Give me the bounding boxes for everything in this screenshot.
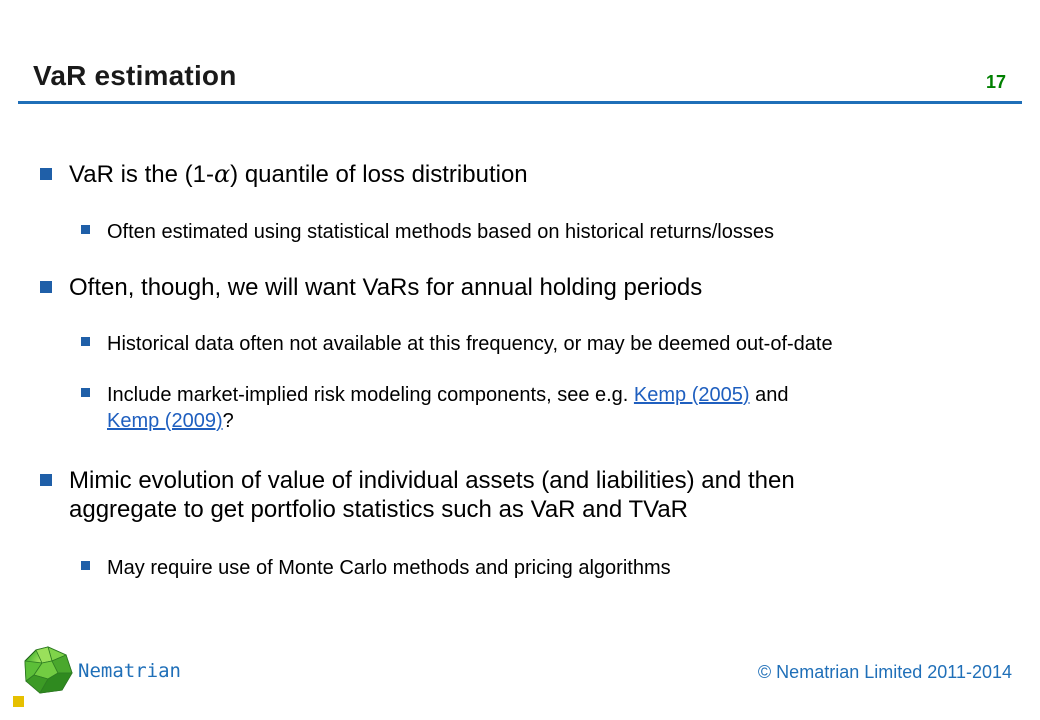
brand-name: Nematrian: [78, 660, 181, 682]
square-bullet-icon: [81, 561, 90, 570]
square-bullet-icon: [81, 337, 90, 346]
sub-bullet-statistical-methods: [81, 219, 774, 245]
sub-bullet-monte-carlo: [81, 555, 671, 581]
bullet-text: [69, 160, 528, 189]
copyright-notice: © Nematrian Limited 2011-2014: [757, 662, 1012, 682]
square-bullet-icon: [40, 281, 52, 293]
square-bullet-icon: [40, 168, 52, 180]
bullet-mimic-evolution: [40, 466, 795, 524]
sub-bullet-historical-data: [81, 331, 833, 357]
bullet-text: Often, though, we will want VaRs for annual holding periods: [69, 274, 703, 301]
bullet-text-post: ) quantile of loss distribution: [230, 161, 528, 188]
square-bullet-icon: [81, 225, 90, 234]
square-bullet-icon: [81, 388, 90, 397]
kemp-2005-link[interactable]: Kemp (2005): [633, 384, 750, 406]
alpha-symbol: α: [213, 160, 231, 188]
bullet-text: [69, 466, 795, 524]
bullet-var-quantile: [40, 160, 528, 189]
sub-bullet-text-mid: and: [749, 384, 789, 406]
sub-bullet-text: [107, 382, 788, 434]
bullet-text-line2: aggregate to get portfolio statistics such as VaR and TVaR: [69, 496, 689, 523]
corner-square-marker: [13, 696, 24, 707]
kemp-2009-link[interactable]: Kemp (2009): [107, 410, 223, 432]
sub-bullet-text-pre: Include market-implied risk modeling components, see e.g.: [107, 384, 634, 406]
sub-bullet-text: May require use of Monte Carlo methods and pricing algorithms: [107, 557, 671, 579]
sub-bullet-text-post: ?: [222, 410, 234, 432]
slide-title: VaR estimation: [33, 60, 237, 91]
green-polyhedron-icon: [22, 645, 74, 695]
sub-bullet-market-implied: [81, 382, 788, 434]
bullet-text-line1: Mimic evolution of value of individual assets (and liabilities) and then: [69, 467, 795, 494]
square-bullet-icon: [40, 474, 52, 486]
bullet-text-pre: VaR is the (1-: [69, 161, 214, 188]
title-divider: [18, 101, 1022, 104]
page-number: 17: [985, 72, 1006, 92]
bullet-annual-holding: [40, 273, 702, 302]
sub-bullet-text: Historical data often not available at this frequency, or may be deemed out-of-date: [107, 333, 833, 355]
sub-bullet-text: Often estimated using statistical methods based on historical returns/losses: [107, 221, 774, 243]
